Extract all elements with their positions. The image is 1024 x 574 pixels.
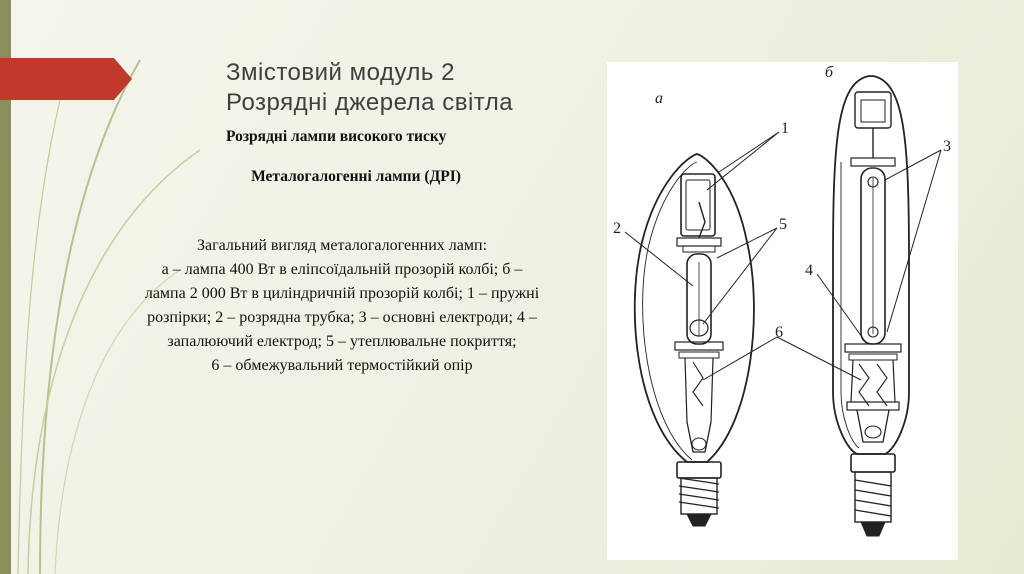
caption-line: 6 – обмежувальний термостійкий опір <box>211 357 473 374</box>
caption-line: розпірки; 2 – розрядна трубка; 3 – основні електроди; 4 – <box>147 309 537 326</box>
caption-line: запалюючий електрод; 5 – утеплювальне покриття; <box>167 333 517 350</box>
lamp-b-label: б <box>825 64 834 81</box>
caption-line: лампа 2 000 Вт в циліндричній прозорій колбі; 1 – пружні <box>144 285 540 302</box>
title-arrow-marker <box>0 58 132 100</box>
lamp-a-label: а <box>655 90 663 107</box>
figure-caption <box>92 234 592 378</box>
lamp-diagram <box>607 62 958 560</box>
callout-6: 6 <box>775 324 783 341</box>
title-line-2: Розрядні джерела світла <box>226 89 514 116</box>
callout-lines <box>625 132 941 380</box>
callout-4: 4 <box>805 262 813 279</box>
caption-line: а – лампа 400 Вт в еліпсоїдальній прозорій колбі; б – <box>161 261 523 278</box>
callout-1: 1 <box>781 120 789 137</box>
lamp-a <box>635 154 754 526</box>
title-line-1: Змістовий модуль 2 <box>226 59 455 86</box>
callout-2: 2 <box>613 220 621 237</box>
lamp-b <box>833 76 909 536</box>
slide-subheading: Металогалогенні лампи (ДРІ) <box>251 168 461 185</box>
caption-line: Загальний вигляд металогалогенних ламп: <box>196 237 488 254</box>
slide-subtitle: Розрядні лампи високого тиску <box>226 128 447 145</box>
callout-3: 3 <box>943 138 951 155</box>
slide-title <box>226 58 513 118</box>
callout-5: 5 <box>779 216 787 233</box>
